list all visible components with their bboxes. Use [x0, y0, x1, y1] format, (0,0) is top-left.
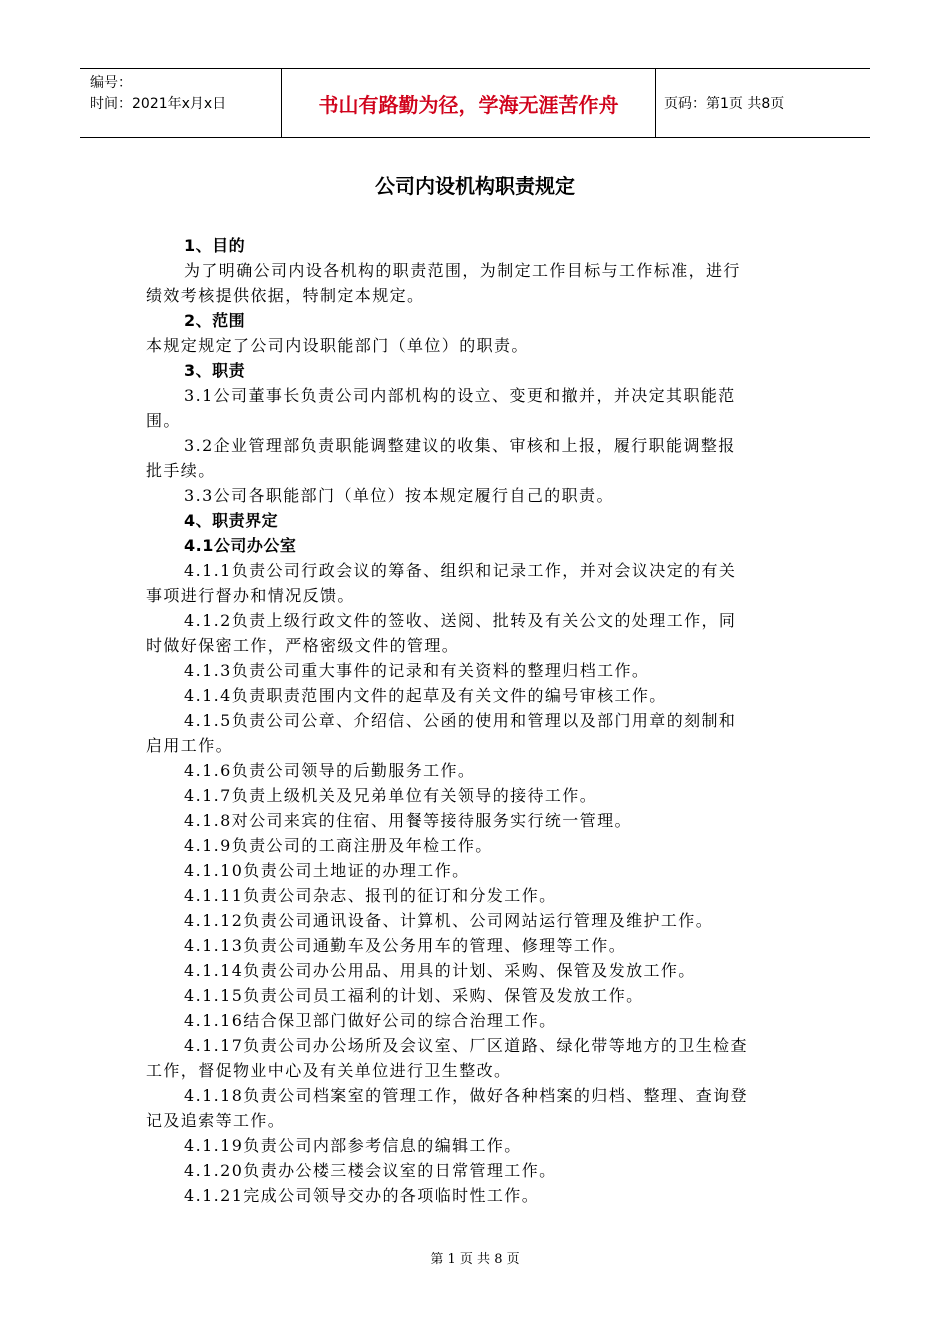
body-text-line: 批手续。 [146, 461, 216, 480]
page-footer: 第 1 页 共 8 页 [430, 1252, 520, 1267]
body-text-line: 4.1.5负责公司公章、介绍信、公函的使用和管理以及部门用章的刻制和 [184, 711, 737, 730]
body-text-line: 时做好保密工作，严格密级文件的管理。 [146, 636, 460, 655]
header-number-label: 编号： [90, 75, 132, 91]
section-heading: 2、范围 [184, 311, 246, 330]
body-text-line: 3.2企业管理部负责职能调整建议的收集、审核和上报，履行职能调整报 [184, 436, 736, 455]
section-heading: 3、职责 [184, 361, 246, 380]
body-text-line: 4.1.14负责公司办公用品、用具的计划、采购、保管及发放工作。 [184, 961, 696, 980]
body-text-line: 4.1.16结合保卫部门做好公司的综合治理工作。 [184, 1011, 557, 1030]
body-text-line: 4.1.3负责公司重大事件的记录和有关资料的整理归档工作。 [184, 661, 650, 680]
section-heading: 4、职责界定 [184, 511, 279, 530]
document-title: 公司内设机构职责规定 [375, 174, 575, 198]
section-heading: 1、目的 [184, 236, 246, 255]
body-text-line: 为了明确公司内设各机构的职责范围，为制定工作目标与工作标准，进行 [184, 261, 741, 280]
body-text-line: 4.1.19负责公司内部参考信息的编辑工作。 [184, 1136, 522, 1155]
body-text-line: 4.1.21完成公司领导交办的各项临时性工作。 [184, 1186, 540, 1205]
body-text-line: 3.1公司董事长负责公司内部机构的设立、变更和撤并，并决定其职能范 [184, 386, 736, 405]
body-text-line: 4.1.1负责公司行政会议的筹备、组织和记录工作，并对会议决定的有关 [184, 561, 737, 580]
body-text-line: 事项进行督办和情况反馈。 [146, 586, 355, 605]
header-motto: 书山有路勤为径，学海无涯苦作舟 [282, 69, 656, 137]
body-text-line: 4.1.20负责办公楼三楼会议室的日常管理工作。 [184, 1161, 557, 1180]
body-text-line: 4.1.10负责公司土地证的办理工作。 [184, 861, 470, 880]
header-meta [80, 69, 282, 137]
body-text-line: 4.1.6负责公司领导的后勤服务工作。 [184, 761, 476, 780]
body-text-line: 4.1.15负责公司员工福利的计划、采购、保管及发放工作。 [184, 986, 644, 1005]
body-text-line: 4.1.11负责公司杂志、报刊的征订和分发工作。 [184, 886, 557, 905]
body-text-line: 4.1.2负责上级行政文件的签收、送阅、批转及有关公文的处理工作，同 [184, 611, 737, 630]
header-page-info: 页码：第1页 共8页 [664, 96, 785, 112]
header-time-label: 时间：2021年x月x日 [90, 96, 227, 112]
body-text-line: 4.1.9负责公司的工商注册及年检工作。 [184, 836, 493, 855]
document-header [80, 68, 870, 138]
body-text-line: 本规定规定了公司内设职能部门（单位）的职责。 [146, 336, 529, 355]
body-text-line: 4.1.7负责上级机关及兄弟单位有关领导的接待工作。 [184, 786, 598, 805]
body-text-line: 4.1.12负责公司通讯设备、计算机、公司网站运行管理及维护工作。 [184, 911, 714, 930]
body-text-line: 4.1.13负责公司通勤车及公务用车的管理、修理等工作。 [184, 936, 627, 955]
body-text-line: 围。 [146, 411, 181, 430]
document-body [146, 233, 806, 1208]
body-text-line: 记及追索等工作。 [146, 1111, 286, 1130]
body-text-line: 4.1.18负责公司档案室的管理工作，做好各种档案的归档、整理、查询登 [184, 1086, 748, 1105]
body-text-line: 启用工作。 [146, 736, 234, 755]
body-text-line: 4.1.8对公司来宾的住宿、用餐等接待服务实行统一管理。 [184, 811, 632, 830]
body-text-line: 4.1.17负责公司办公场所及会议室、厂区道路、绿化带等地方的卫生检查 [184, 1036, 748, 1055]
body-text-line: 绩效考核提供依据，特制定本规定。 [146, 286, 425, 305]
body-text-line: 3.3公司各职能部门（单位）按本规定履行自己的职责。 [184, 486, 614, 505]
body-text-line: 工作，督促物业中心及有关单位进行卫生整改。 [146, 1061, 512, 1080]
body-text-line: 4.1.4负责职责范围内文件的起草及有关文件的编号审核工作。 [184, 686, 667, 705]
section-heading: 4.1公司办公室 [184, 536, 297, 555]
